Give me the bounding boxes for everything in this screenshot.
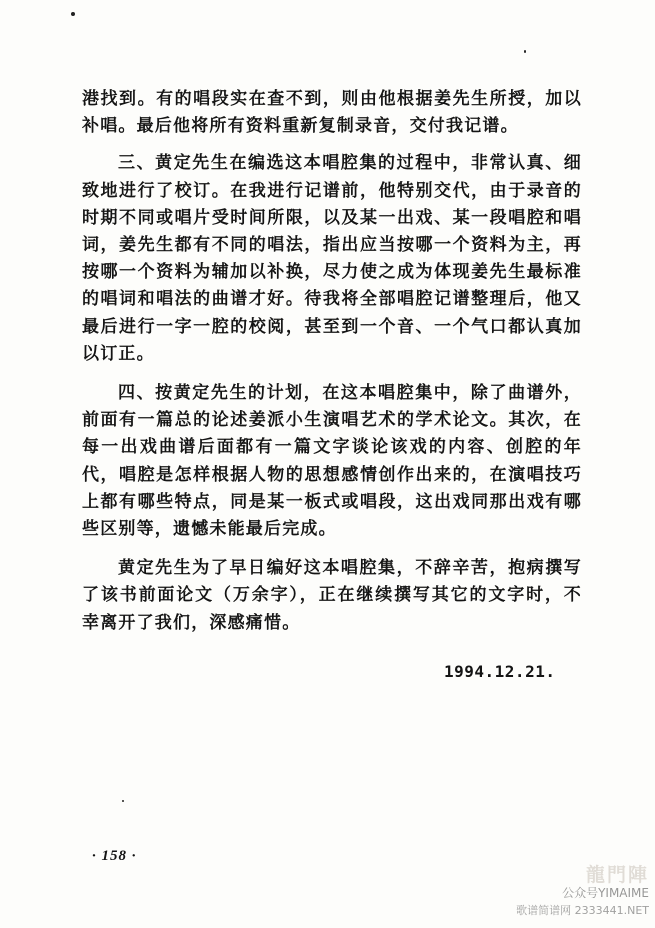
watermark-logo-text: 龍門陣 (585, 864, 649, 886)
watermark (499, 860, 649, 924)
paragraph-point-four: 四、按黄定先生的计划，在这本唱腔集中，除了曲谱外，前面有一篇总的论述姜派小生演唱艺术的学术论文。其次，在每一出戏曲谱后面都有一篇文字谈论该戏的内容、创腔的年代，唱腔是怎样根据人物的思想感情创作出来的，在演唱技巧上都有哪些特点，同是某一板式或唱段，这出戏同那出戏有哪些区别等，遗憾未能最后完成。 (82, 383, 582, 540)
watermark-account: 公众号YIMAIME (562, 886, 649, 900)
body-text (82, 86, 582, 637)
paragraph-point-three: 三、黄定先生在编选这本唱腔集的过程中，非常认真、细致地进行了校订。在我进行记谱前，他特别交代，由于录音的时期不同或唱片受时间所限，以及某一出戏、某一段唱腔和唱词，姜先生都有不同的唱法，指出应当按哪一个资料为主，再按哪一个资料为辅加以补换，尽力使之成为体现姜先生最标准的唱词和唱法的曲谱才好。待我将全部唱腔记谱整理后，他又最后进行一字一腔的校阅，甚至到一个音、一个气口都认真加以订正。 (82, 153, 582, 364)
document-date: 1994.12.21. (444, 662, 556, 681)
scan-speck (524, 50, 526, 53)
scan-speck (71, 12, 75, 16)
paragraph-continuation: 港找到。有的唱段实在查不到，则由他根据姜先生所授，加以补唱。最后他将所有资料重新复制录音，交付我记谱。 (82, 89, 582, 137)
page-number: · 158 · (92, 848, 137, 864)
paragraph-closing: 黄定先生为了早日编好这本唱腔集，不辞辛苦，抱病撰写了该书前面论文（万余字），正在继续撰写其它的文字时，不幸离开了我们，深感痛惜。 (82, 558, 582, 633)
scan-speck (122, 800, 124, 802)
watermark-site: 歌谱简谱网 2333441.NET (516, 904, 649, 917)
